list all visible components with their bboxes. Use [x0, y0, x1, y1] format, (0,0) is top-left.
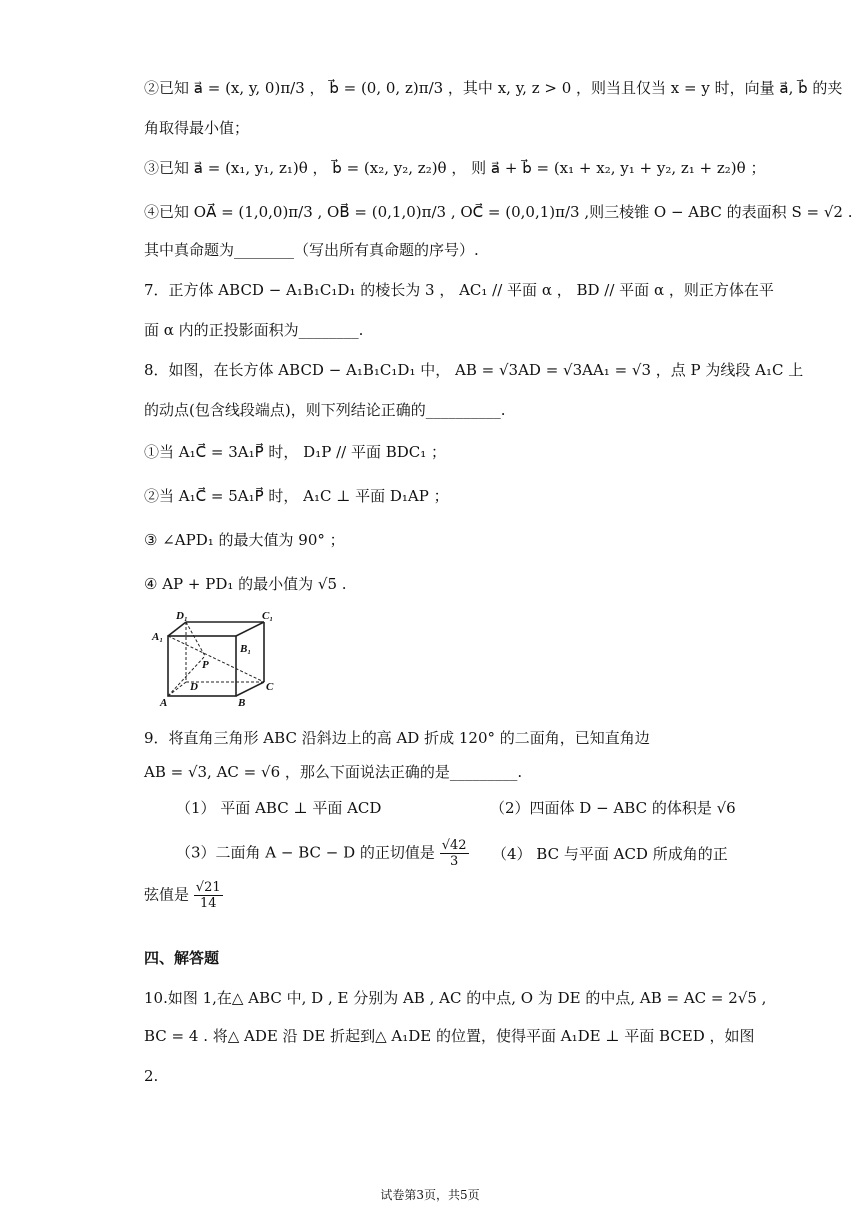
q8-line2: 的动点(包含线段端点)，则下列结论正确的__________.	[144, 401, 506, 419]
sin-denominator: 14	[199, 896, 217, 911]
label-a1: A₁	[152, 631, 164, 643]
q10-line3: 2.	[144, 1067, 159, 1085]
page-footer: 试卷第3页，共5页	[380, 1188, 480, 1202]
label-c: C	[266, 681, 274, 693]
q10-line2: BC = 4 . 将△ ADE 沿 DE 折起到△ A₁DE 的位置，使得平面 A₁DE ⊥ 平面 BCED ，如图	[144, 1027, 755, 1045]
q9-option2: （2）四面体 D − ABC 的体积是 √6	[490, 799, 736, 817]
label-b: B	[238, 697, 246, 708]
q8-line1: 8．如图，在长方体 ABCD − A₁B₁C₁D₁ 中， AB = √3AD = √3AA₁ = √3 ，点 P 为线段 A₁C 上	[144, 361, 804, 379]
q9-option3-row	[176, 838, 469, 869]
tan-numerator: √42	[441, 838, 467, 853]
line-4: ④已知 OA⃗ = (1,0,0)π/3 , OB⃗ = (0,1,0)π/3 , OC⃗ = (0,0,1)π/3 ,则三棱锥 O − ABC 的表面积 S = √2 .	[144, 203, 853, 221]
label-a: A	[160, 697, 168, 708]
q8-option3: ③ ∠APD₁ 的最大值为 90° ；	[144, 531, 345, 549]
label-b1: B₁	[240, 643, 252, 655]
tan-denominator: 3	[449, 854, 459, 869]
line-2: ②已知 a⃗ = (x, y, 0)π/3 ， b⃗ = (0, 0, z)π/3 ，其中 x, y, z > 0 ，则当且仅当 x = y 时，向量 a⃗, b⃗ 的夹	[144, 79, 843, 97]
label-d: D	[190, 681, 198, 693]
q9-option4-row	[144, 880, 223, 911]
label-p: P	[202, 659, 209, 671]
sin-fraction	[194, 880, 223, 911]
label-c1: C₁	[262, 610, 274, 622]
q8-option4: ④ AP + PD₁ 的最小值为 √5 .	[144, 575, 347, 593]
q9-line1: 9．将直角三角形 ABC 沿斜边上的高 AD 折成 120° 的二面角，已知直角边	[144, 729, 650, 747]
q9-option1: （1） 平面 ABC ⊥ 平面 ACD	[176, 799, 382, 817]
q9-line2: AB = √3, AC = √6 ，那么下面说法正确的是_________.	[144, 763, 523, 781]
q9-option3-text: （3）二面角 A − BC − D 的正切值是	[176, 843, 435, 862]
section-heading: 四、解答题	[144, 949, 220, 967]
cuboid-figure	[150, 608, 280, 708]
sin-numerator: √21	[195, 880, 221, 895]
line-summary: 其中真命题为________（写出所有真命题的序号）.	[144, 241, 479, 259]
q10-line1: 10.如图 1,在△ ABC 中, D , E 分别为 AB , AC 的中点, O 为 DE 的中点, AB = AC = 2√5 ,	[144, 989, 767, 1007]
q8-option1: ①当 A₁C⃗ = 3A₁P⃗ 时， D₁P // 平面 BDC₁ ；	[144, 443, 447, 461]
line-3: ③已知 a⃗ = (x₁, y₁, z₁)θ ， b⃗ = (x₂, y₂, z₂)θ ， 则 a⃗ + b⃗ = (x₁ + x₂, y₁ + y₂, z₁ + z₂)θ ；	[144, 159, 766, 177]
q8-option2: ②当 A₁C⃗ = 5A₁P⃗ 时， A₁C ⊥ 平面 D₁AP ；	[144, 487, 449, 505]
q7-line2: 面 α 内的正投影面积为________.	[144, 321, 364, 339]
line-2-cont: 角取得最小值；	[144, 119, 250, 137]
q7-line1: 7．正方体 ABCD − A₁B₁C₁D₁ 的棱长为 3 ， AC₁ // 平面 α ， BD // 平面 α ，则正方体在平	[144, 281, 774, 299]
q9-option4-cont: 弦值是	[144, 885, 190, 904]
q9-option4: （4） BC 与平面 ACD 所成角的正	[492, 845, 728, 863]
tan-fraction	[440, 838, 469, 869]
label-d1: D₁	[176, 610, 188, 622]
